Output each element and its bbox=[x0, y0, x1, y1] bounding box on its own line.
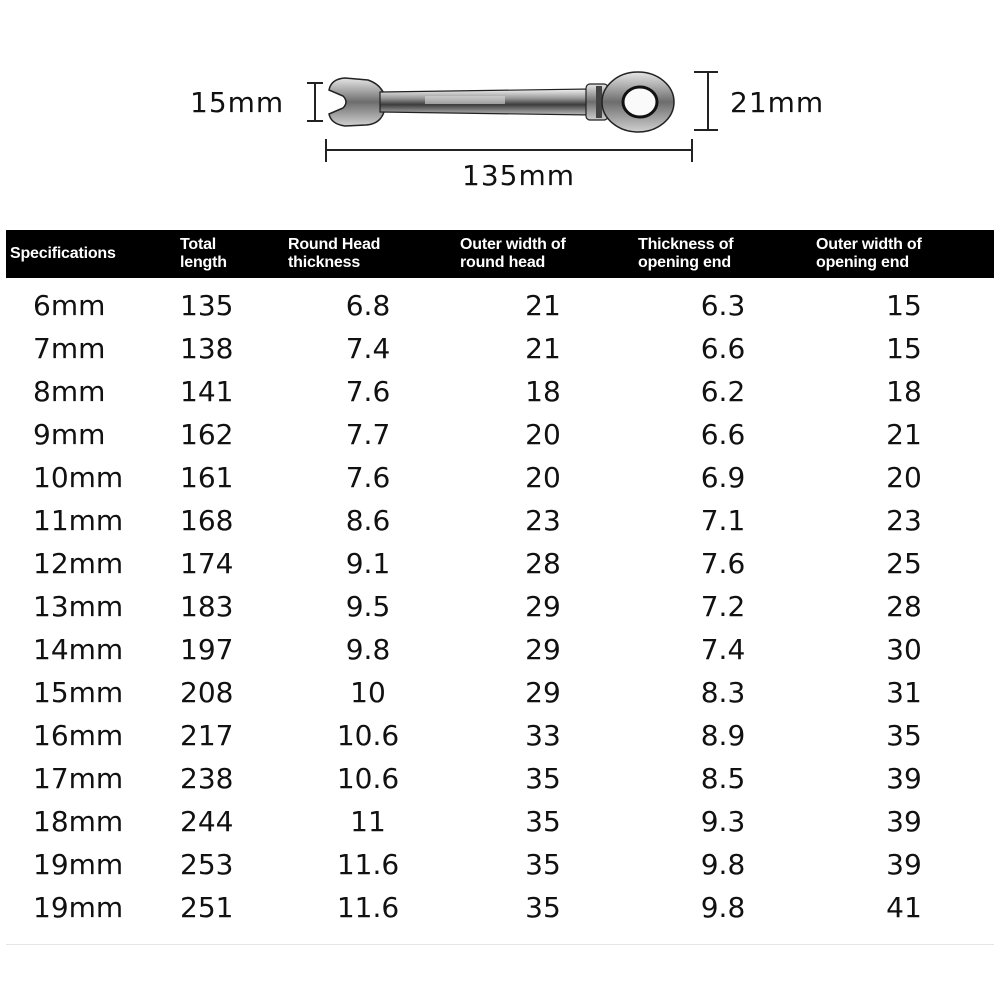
spec-cell: 18mm bbox=[33, 805, 124, 838]
spec-cell: 17mm bbox=[33, 762, 124, 795]
total-length-cell: 138 bbox=[180, 332, 234, 365]
table-row bbox=[6, 757, 994, 800]
opening-end-thickness-cell: 7.4 bbox=[700, 633, 746, 666]
table-row bbox=[6, 456, 994, 499]
opening-end-width-cell: 15 bbox=[886, 289, 922, 322]
round-head-width-cell: 35 bbox=[525, 762, 561, 795]
table-row bbox=[6, 413, 994, 456]
opening-end-thickness-cell: 7.6 bbox=[700, 547, 746, 580]
opening-end-width-cell: 23 bbox=[886, 504, 922, 537]
open-end-width-label: 15mm bbox=[190, 86, 285, 119]
round-head-width-cell: 29 bbox=[525, 633, 561, 666]
spec-cell: 11mm bbox=[33, 504, 124, 537]
spec-cell: 16mm bbox=[33, 719, 124, 752]
round-head-width-cell: 28 bbox=[525, 547, 561, 580]
table-header-row bbox=[6, 230, 994, 278]
spec-cell: 14mm bbox=[33, 633, 124, 666]
total-length-cell: 174 bbox=[180, 547, 234, 580]
total-length-cell: 244 bbox=[180, 805, 234, 838]
opening-end-thickness-cell: 7.1 bbox=[700, 504, 746, 537]
round-head-thickness-cell: 10.6 bbox=[336, 762, 400, 795]
round-head-width-cell: 35 bbox=[525, 848, 561, 881]
total-length-cell: 135 bbox=[180, 289, 234, 322]
header-outer-width-opening-end: Outer width of opening end bbox=[814, 230, 994, 278]
table-row bbox=[6, 278, 994, 327]
round-head-dimension-bracket bbox=[694, 72, 718, 130]
total-length-cell: 251 bbox=[180, 891, 234, 924]
opening-end-width-cell: 20 bbox=[886, 461, 922, 494]
wrench-shaft bbox=[380, 89, 590, 115]
opening-end-width-cell: 39 bbox=[886, 762, 922, 795]
round-head-thickness-cell: 11.6 bbox=[336, 848, 400, 881]
open-end-head bbox=[329, 78, 384, 126]
bottom-divider bbox=[6, 944, 994, 945]
round-head-thickness-cell: 10 bbox=[350, 676, 386, 709]
spec-cell: 19mm bbox=[33, 891, 124, 924]
opening-end-width-cell: 31 bbox=[886, 676, 922, 709]
spec-cell: 8mm bbox=[33, 375, 106, 408]
opening-end-thickness-cell: 8.9 bbox=[700, 719, 746, 752]
round-head-width-cell: 21 bbox=[525, 332, 561, 365]
round-head-thickness-cell: 9.1 bbox=[345, 547, 391, 580]
ratchet-ring-head bbox=[602, 72, 674, 132]
table-row bbox=[6, 628, 994, 671]
opening-end-thickness-cell: 6.2 bbox=[700, 375, 746, 408]
round-head-thickness-cell: 7.6 bbox=[345, 461, 391, 494]
round-head-thickness-cell: 7.4 bbox=[345, 332, 391, 365]
table-body bbox=[6, 278, 994, 929]
opening-end-thickness-cell: 9.3 bbox=[700, 805, 746, 838]
opening-end-width-cell: 30 bbox=[886, 633, 922, 666]
spec-cell: 12mm bbox=[33, 547, 124, 580]
round-head-thickness-cell: 11.6 bbox=[336, 891, 400, 924]
header-total-length: Total length bbox=[172, 230, 282, 278]
spec-cell: 7mm bbox=[33, 332, 106, 365]
opening-end-width-cell: 15 bbox=[886, 332, 922, 365]
round-head-thickness-cell: 6.8 bbox=[345, 289, 391, 322]
table-row bbox=[6, 327, 994, 370]
total-length-cell: 217 bbox=[180, 719, 234, 752]
round-head-width-cell: 20 bbox=[525, 418, 561, 451]
spec-cell: 6mm bbox=[33, 289, 106, 322]
total-length-cell: 168 bbox=[180, 504, 234, 537]
opening-end-thickness-cell: 6.6 bbox=[700, 418, 746, 451]
header-round-head-thickness: Round Head thickness bbox=[282, 230, 454, 278]
opening-end-width-cell: 25 bbox=[886, 547, 922, 580]
spec-cell: 9mm bbox=[33, 418, 106, 451]
table-row bbox=[6, 542, 994, 585]
round-head-thickness-cell: 11 bbox=[350, 805, 386, 838]
table-row bbox=[6, 843, 994, 886]
round-head-thickness-cell: 7.6 bbox=[345, 375, 391, 408]
table-row bbox=[6, 886, 994, 929]
round-head-width-cell: 20 bbox=[525, 461, 561, 494]
round-head-thickness-cell: 9.5 bbox=[345, 590, 391, 623]
opening-end-width-cell: 18 bbox=[886, 375, 922, 408]
total-length-cell: 208 bbox=[180, 676, 234, 709]
round-head-width-cell: 29 bbox=[525, 676, 561, 709]
spec-cell: 10mm bbox=[33, 461, 124, 494]
total-length-cell: 141 bbox=[180, 375, 234, 408]
opening-end-width-cell: 41 bbox=[886, 891, 922, 924]
table-row bbox=[6, 714, 994, 757]
total-length-label: 135mm bbox=[462, 159, 575, 192]
spec-cell: 19mm bbox=[33, 848, 124, 881]
table-row bbox=[6, 585, 994, 628]
header-outer-width-round-head: Outer width of round head bbox=[454, 230, 632, 278]
round-head-width-cell: 18 bbox=[525, 375, 561, 408]
table-row bbox=[6, 800, 994, 843]
round-head-thickness-cell: 9.8 bbox=[345, 633, 391, 666]
round-head-width-label: 21mm bbox=[730, 86, 825, 119]
opening-end-thickness-cell: 8.3 bbox=[700, 676, 746, 709]
total-length-cell: 183 bbox=[180, 590, 234, 623]
table-row bbox=[6, 370, 994, 413]
opening-end-thickness-cell: 9.8 bbox=[700, 848, 746, 881]
spec-cell: 13mm bbox=[33, 590, 124, 623]
opening-end-thickness-cell: 6.6 bbox=[700, 332, 746, 365]
round-head-thickness-cell: 10.6 bbox=[336, 719, 400, 752]
total-length-cell: 162 bbox=[180, 418, 234, 451]
total-length-cell: 238 bbox=[180, 762, 234, 795]
total-length-cell: 253 bbox=[180, 848, 234, 881]
round-head-width-cell: 23 bbox=[525, 504, 561, 537]
spec-cell: 15mm bbox=[33, 676, 124, 709]
open-end-dimension-bracket bbox=[307, 83, 323, 121]
wrench-diagram bbox=[0, 0, 1001, 215]
table-row bbox=[6, 671, 994, 714]
opening-end-width-cell: 39 bbox=[886, 848, 922, 881]
round-head-thickness-cell: 8.6 bbox=[345, 504, 391, 537]
total-length-cell: 197 bbox=[180, 633, 234, 666]
opening-end-thickness-cell: 6.3 bbox=[700, 289, 746, 322]
round-head-width-cell: 21 bbox=[525, 289, 561, 322]
table-row bbox=[6, 499, 994, 542]
opening-end-width-cell: 28 bbox=[886, 590, 922, 623]
round-head-width-cell: 29 bbox=[525, 590, 561, 623]
opening-end-width-cell: 39 bbox=[886, 805, 922, 838]
opening-end-thickness-cell: 7.2 bbox=[700, 590, 746, 623]
opening-end-thickness-cell: 8.5 bbox=[700, 762, 746, 795]
total-length-cell: 161 bbox=[180, 461, 234, 494]
opening-end-thickness-cell: 9.8 bbox=[700, 891, 746, 924]
specifications-table bbox=[6, 230, 994, 929]
header-thickness-opening-end: Thickness of opening end bbox=[632, 230, 814, 278]
round-head-width-cell: 35 bbox=[525, 891, 561, 924]
round-head-thickness-cell: 7.7 bbox=[345, 418, 391, 451]
header-specifications: Specifications bbox=[6, 230, 172, 278]
opening-end-width-cell: 21 bbox=[886, 418, 922, 451]
round-head-width-cell: 33 bbox=[525, 719, 561, 752]
round-head-width-cell: 35 bbox=[525, 805, 561, 838]
opening-end-width-cell: 35 bbox=[886, 719, 922, 752]
opening-end-thickness-cell: 6.9 bbox=[700, 461, 746, 494]
